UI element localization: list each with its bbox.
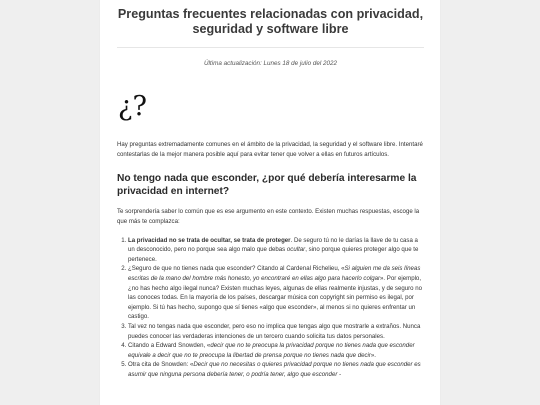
question-marks-icon — [118, 89, 424, 123]
section-heading: No tengo nada que esconder, ¿por qué debería interesarme la privacidad en internet? — [117, 173, 417, 197]
title-divider — [117, 47, 424, 48]
article-page — [100, 0, 440, 405]
list-item: 2. ¿Seguro de que no tienes nada que esconder? Citando al Cardenal Richelieu, «Si alguien me da seis líneas escritas de la mano del hombre más honesto, yo encontraré en ellas algo para hacerlo colgar». Por ejemplo, ¿no has hecho algo ilegal nunca? Existen muchas leyes, algunas de ellas realmente injustas, y de seguro no las conoces todas. En la mayoría de los países, descargar música con copyright sin permiso es ilegal, por ejemplo. Si tú has hecho, supongo que sí tienes «algo que esconder», al menos si no quieres enfrentar un castigo. — [128, 264, 424, 322]
list-item: 5. Otra cita de Snowden: «Decir que no necesitas o quieres privacidad porque no tienes nada que esconder es asumir que ninguna persona debería tener, o podría tener, algo que esconder - — [128, 360, 424, 379]
last-updated: Última actualización: Lunes 18 de julio del 2022 — [203, 60, 338, 67]
answers-list — [117, 236, 424, 380]
intro-paragraph: Hay preguntas extremadamente comunes en el ámbito de la privacidad, la seguridad y el software libre. Intentaré contestarlas de la mejor manera posible aquí para evitar tener que volver a ellas en futuros artículos. — [117, 141, 423, 158]
list-item: 4. Citando a Edward Snowden, «decir que no te preocupa la privacidad porque no tienes nada que esconder equivale a decir que no te preocupa la libertad de prensa porque no tienes nada que decir». — [128, 341, 424, 360]
section-lead: Te sorprendería saber lo común que es ese argumento en este contexto. Existen muchas respuestas, escoge la que más te complazca: — [117, 208, 420, 225]
list-item: 3. Tal vez no tengas nada que esconder, pero eso no implica que tengas algo que mostrarle a extraños. Nunca puedes conocer las verdaderas intenciones de un tercero cuando solicita tus datos personales. — [128, 322, 424, 341]
page-title: Preguntas frecuentes relacionadas con privacidad, seguridad y software libre — [117, 7, 424, 36]
logo-text: ¿? — [118, 91, 147, 122]
list-item: 1. La privacidad no se trata de ocultar, se trata de proteger. De seguro tú no le darías la llave de tu casa a un desconocido, pero no porque sea algo malo que debas ocultar, sino porque quieres proteger algo que te pertenece. — [128, 236, 424, 265]
